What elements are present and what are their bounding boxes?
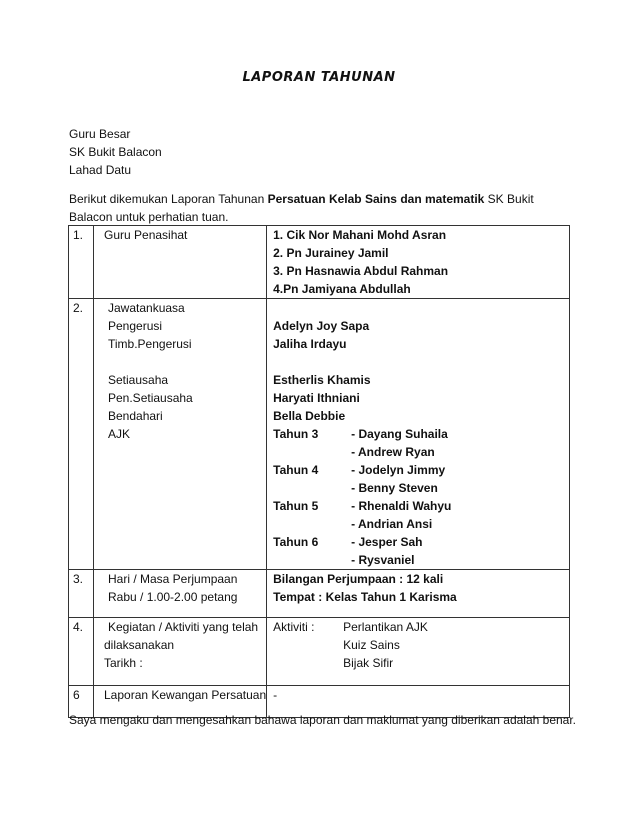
label-text: Timb.Pengerusi — [108, 337, 192, 351]
label-text: Pengerusi — [108, 319, 163, 333]
meeting-count: Bilangan Perjumpaan : 12 kali — [273, 572, 444, 586]
ajk-row — [273, 425, 569, 443]
ajk-member: - Rhenaldi Wahyu — [351, 499, 452, 513]
club-name: Persatuan Kelab Sains dan matematik — [267, 192, 485, 206]
advisor-name: 2. Pn Jurainey Jamil — [273, 246, 389, 260]
row-label — [94, 299, 267, 570]
table-row — [69, 618, 570, 686]
row-number: 6 — [69, 686, 94, 718]
officer-name: Estherlis Khamis — [273, 373, 371, 387]
label-text: Bendahari — [108, 409, 163, 423]
row-label — [94, 618, 267, 686]
label-text: Tarikh : — [104, 656, 143, 670]
row-value — [267, 618, 570, 686]
advisor-name: 1. Cik Nor Mahani Mohd Asran — [273, 228, 447, 242]
ajk-member: - Rysvaniel — [351, 553, 415, 567]
row-number: 1. — [69, 226, 94, 299]
activity-item: Bijak Sifir — [343, 656, 394, 670]
officer-name: Adelyn Joy Sapa — [273, 319, 370, 333]
ajk-member: - Andrian Ansi — [351, 517, 433, 531]
table-row — [69, 299, 570, 570]
address-line: SK Bukit Balacon — [69, 145, 162, 159]
intro-paragraph — [69, 190, 569, 226]
ajk-member: - Jodelyn Jimmy — [351, 463, 446, 477]
label-text: Kegiatan / Aktiviti yang telah — [108, 620, 259, 634]
address-line: Lahad Datu — [69, 163, 132, 177]
ajk-year: Tahun 6 — [273, 535, 319, 549]
label-text: dilaksanakan — [104, 638, 175, 652]
label-text: Setiausaha — [108, 373, 169, 387]
row-label — [94, 226, 267, 299]
label-text: Jawatankuasa — [108, 301, 185, 315]
ajk-member: - Jesper Sah — [351, 535, 423, 549]
label-text: Rabu / 1.00-2.00 petang — [108, 590, 238, 604]
declaration-text: Saya mengaku dan mengesahkan bahawa laporan dan maklumat yang diberikan adalah benar. — [69, 713, 577, 727]
finance-value: - — [273, 688, 278, 702]
activity-item: Perlantikan AJK — [343, 620, 428, 634]
ajk-member: - Andrew Ryan — [351, 445, 435, 459]
row-number: 2. — [69, 299, 94, 570]
ajk-row — [273, 497, 569, 515]
recipient-address — [69, 125, 162, 179]
ajk-year: Tahun 5 — [273, 499, 319, 513]
report-table — [68, 225, 570, 718]
row-number: 3. — [69, 570, 94, 618]
row-value — [267, 226, 570, 299]
row-value — [267, 570, 570, 618]
advisor-name: 3. Pn Hasnawia Abdul Rahman — [273, 264, 449, 278]
ajk-row — [273, 551, 569, 569]
row-label — [94, 570, 267, 618]
table-row — [69, 570, 570, 618]
ajk-row — [273, 533, 569, 551]
ajk-row — [273, 461, 569, 479]
row-number: 4. — [69, 618, 94, 686]
document-title: LAPORAN TAHUNAN — [242, 70, 396, 85]
ajk-member: - Dayang Suhaila — [351, 427, 448, 441]
ajk-row — [273, 515, 569, 533]
activity-item: Kuiz Sains — [343, 638, 400, 652]
ajk-row — [273, 479, 569, 497]
ajk-year: Tahun 3 — [273, 427, 319, 441]
table-row — [69, 226, 570, 299]
intro-text-end: SK Bukit Balacon untuk perhatian tuan. — [69, 192, 534, 224]
officer-name: Haryati Ithniani — [273, 391, 360, 405]
ajk-member: - Benny Steven — [351, 481, 438, 495]
meeting-place: Tempat : Kelas Tahun 1 Karisma — [273, 590, 457, 604]
intro-text: Berikut dikemukan Laporan Tahunan — [69, 192, 268, 206]
label-text: Guru Penasihat — [104, 228, 188, 242]
label-text: Laporan Kewangan Persatuan — [104, 688, 267, 702]
advisor-name: 4.Pn Jamiyana Abdullah — [273, 282, 411, 296]
officer-name: Bella Debbie — [273, 409, 346, 423]
activity-label: Aktiviti : — [273, 620, 315, 634]
label-text: Pen.Setiausaha — [108, 391, 193, 405]
address-line: Guru Besar — [69, 127, 131, 141]
row-value — [267, 299, 570, 570]
ajk-row — [273, 443, 569, 461]
label-text: Hari / Masa Perjumpaan — [108, 572, 238, 586]
officer-name: Jaliha Irdayu — [273, 337, 347, 351]
label-text: AJK — [108, 427, 131, 441]
ajk-year: Tahun 4 — [273, 463, 319, 477]
